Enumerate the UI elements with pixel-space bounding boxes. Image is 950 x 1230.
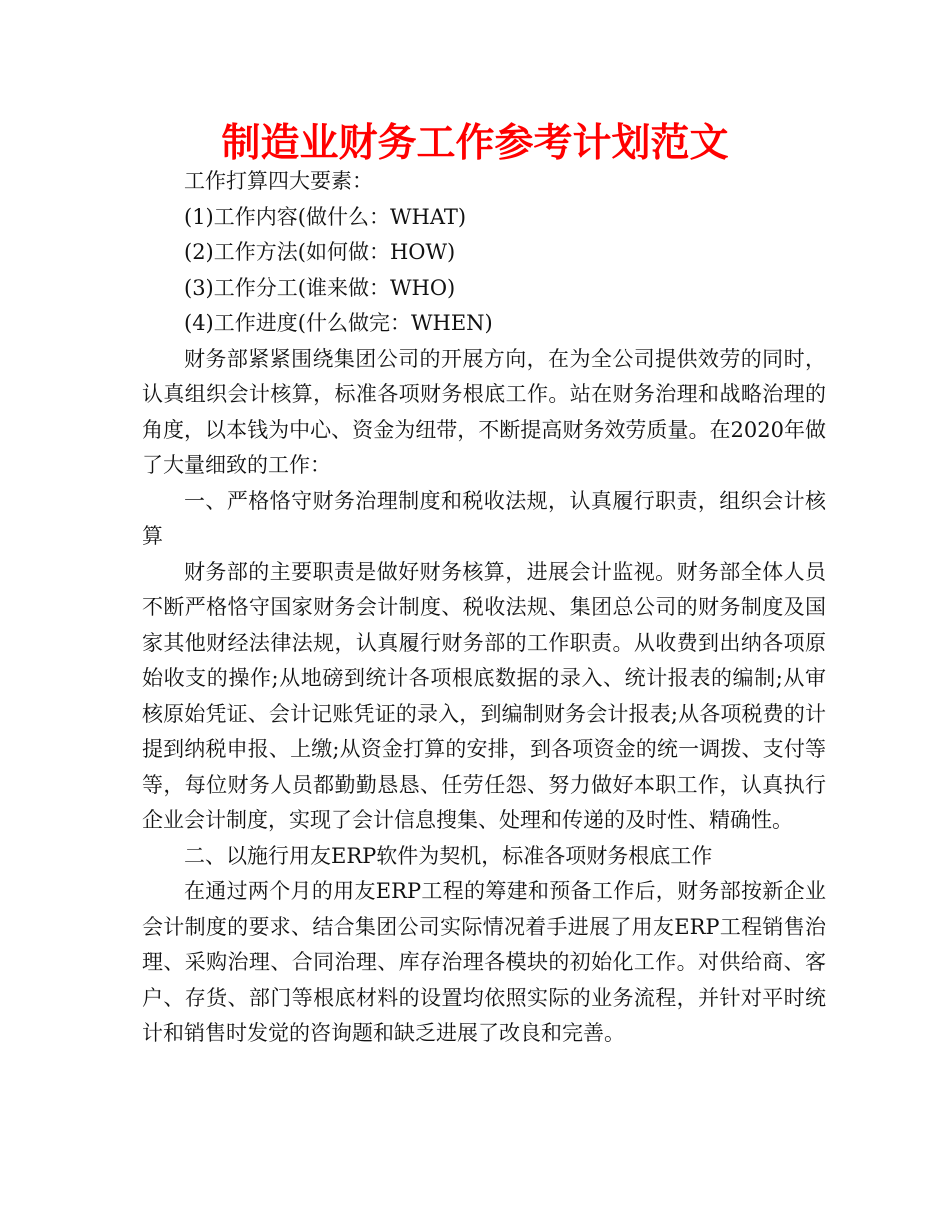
paragraph-section-2: 在通过两个月的用友ERP工程的筹建和预备工作后，财务部按新企业会计制度的要求、结合集团公司实际情况着手进展了用友ERP工程销售治理、采购治理、合同治理、库存治理各模块的初始化工作。对供给商、客户、存货、部门等根底材料的设置均依照实际的业务流程，并针对平时统计和销售时发觉的咨询题和缺乏进展了改良和完善。 (142, 879, 826, 1045)
document-title: 制造业财务工作参考计划范文 (221, 121, 729, 166)
paragraph-element-2: (2)工作方法(如何做：HOW) (184, 240, 456, 264)
paragraph-element-1: (1)工作内容(做什么：WHAT) (184, 204, 467, 229)
paragraph-element-3: (3)工作分工(谁来做：WHO) (184, 275, 456, 300)
section-heading-2: 二、以施行用友ERP软件为契机，标准各项财务根底工作 (184, 843, 713, 868)
paragraph-section-1: 财务部的主要职责是做好财务核算，进展会计监视。财务部全体人员不断严格恪守国家财务会计制度、税收法规、集团总公司的财务制度及国家其他财经法律法规，认真履行财务部的工作职责。从收费到出纳各项原始收支的操作;从地磅到统计各项根底数据的录入、统计报表的编制;从审核原始凭证、会计记账凭证的录入，到编制财务会计报表;从各项税费的计提到纳税申报、上缴;从资金打算的安排，到各项资金的统一调拨、支付等等，每位财务人员都勤勤恳恳、任劳任怨、努力做好本职工作，认真执行企业会计制度，实现了会计信息搜集、处理和传递的及时性、精确性。 (142, 559, 826, 832)
paragraph-element-4: (4)工作进度(什么做完：WHEN) (184, 311, 493, 335)
document-body (142, 164, 826, 1052)
paragraph-elements-intro: 工作打算四大要素： (184, 169, 373, 193)
paragraph-overview: 财务部紧紧围绕集团公司的开展方向，在为全公司提供效劳的同时，认真组织会计核算，标准各项财务根底工作。站在财务治理和战略治理的角度，以本钱为中心、资金为纽带，不断提高财务效劳质量。在2020年做了大量细致的工作： (142, 346, 826, 477)
section-heading-1: 一、严格恪守财务治理制度和税收法规，认真履行职责，组织会计核算 (142, 488, 826, 548)
